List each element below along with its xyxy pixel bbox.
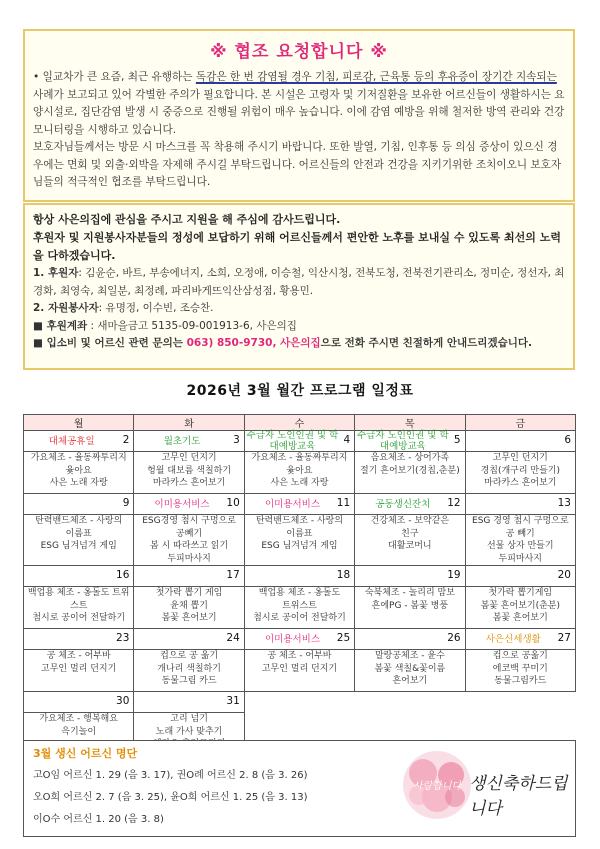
activity-line: 백업용 체조 - 옹돌도 <box>258 588 341 598</box>
day-cell <box>134 494 244 515</box>
activity-line: 고무인 던지기 <box>492 453 548 463</box>
activity-cell <box>465 452 575 494</box>
day-number: 3 <box>233 434 240 446</box>
activity-line: 헝월 대보름 색칠하기 <box>147 465 232 476</box>
day-cell-inner <box>355 566 464 586</box>
thanks-box <box>23 203 575 370</box>
day-number-row <box>24 566 576 587</box>
day-cell <box>355 431 465 452</box>
activity-cell <box>24 515 134 566</box>
activity-line: 선물 상자 만들기 <box>486 541 554 551</box>
day-number-row <box>24 692 576 713</box>
activity-cell <box>244 587 354 629</box>
day-cell-inner <box>245 431 354 451</box>
day-event-label <box>466 494 561 514</box>
day-cell-inner <box>24 566 133 586</box>
day-cell <box>244 431 354 452</box>
day-event-label: 사은신세생활 <box>485 633 541 645</box>
activity-cell <box>244 515 354 566</box>
day-number: 23 <box>116 632 130 644</box>
day-cell-inner <box>245 494 354 514</box>
day-cell <box>244 566 354 587</box>
activity-line: 봄꽃 색칠&꽃이름 <box>374 663 446 674</box>
program-title: 2026년 3월 월간 프로그램 일정표 <box>186 383 414 399</box>
activity-line: 첫가락 뽑기 게임 <box>155 588 223 598</box>
activity-line: 친구 <box>401 528 419 539</box>
birthday-box <box>23 740 576 837</box>
activity-line: 봄꽃 흔어보기 <box>161 613 217 623</box>
day-number: 17 <box>226 569 240 581</box>
day-number: 5 <box>453 434 461 446</box>
activity-line: 윷아요 <box>65 465 92 476</box>
day-cell-inner <box>355 431 464 451</box>
empty-cell <box>355 692 465 713</box>
day-cell-inner <box>134 692 243 712</box>
activity-row <box>24 587 576 629</box>
weekday-header: 월 <box>24 415 134 431</box>
activity-line: 건강체조 - 보약같은 <box>370 516 450 526</box>
day-number-row <box>24 629 576 650</box>
day-event-label: 이미용서비스 <box>154 498 210 510</box>
activity-line: 동물그림카드 <box>494 676 547 686</box>
day-event-label <box>134 629 229 649</box>
activity-line: 개나리 색칠하기 <box>157 663 221 674</box>
activity-line: 공 체조 - 어부바 <box>267 651 332 661</box>
activity-line: 흔어보기 <box>392 676 428 686</box>
day-event-label <box>355 629 450 649</box>
activity-line: 흔에PG - 봄꽃 병풍 <box>371 600 449 611</box>
day-event-label: 공동생신잔치 <box>375 498 431 510</box>
day-number: 2 <box>122 434 130 446</box>
day-number: 10 <box>226 497 240 509</box>
activity-line: ESG경영 첨시 구멍으로 <box>142 516 236 526</box>
day-number: 27 <box>557 632 571 644</box>
day-cell <box>134 692 244 713</box>
day-cell <box>355 494 465 515</box>
donor-label: 1. 후원자 <box>33 267 79 279</box>
account-label: ■ 후원계좌 <box>33 319 88 332</box>
day-cell-inner <box>355 629 464 649</box>
day-cell-inner <box>466 566 575 586</box>
day-event-label <box>24 692 119 712</box>
activity-line: 가요체조 - 행복해요 <box>39 714 118 724</box>
empty-cell <box>465 692 575 713</box>
activity-line: 고리 넘기 <box>170 714 208 724</box>
activity-line: 고무인 던지기 <box>161 453 217 463</box>
activity-line: 절기 흔어보기(경칩,춘분) <box>360 465 460 476</box>
day-event-label <box>245 566 340 586</box>
day-cell-inner <box>466 431 575 451</box>
inquiry-post: 으로 전화 주시면 친절하게 안내드리겠습니다. <box>320 337 532 349</box>
day-event-label <box>466 431 561 451</box>
activity-line: 음요체조 - 상어가족 <box>370 453 450 463</box>
day-event-label <box>134 692 229 712</box>
day-event-label: 수급자 노인인권 및 학대예방교육 <box>357 430 449 452</box>
activity-cell <box>355 452 465 494</box>
weekday-header: 화 <box>134 415 244 431</box>
inquiry-phone: 063) 850-9730, 사은의집 <box>186 337 321 349</box>
activity-line: 고무인 멀리 던지기 <box>261 663 338 674</box>
inquiry-line <box>33 335 565 353</box>
day-event-label <box>24 629 119 649</box>
activity-cell <box>134 587 244 629</box>
day-cell <box>355 566 465 587</box>
flower-stamp-image <box>399 747 475 823</box>
activity-line: 윤채 뽑기 <box>170 600 208 611</box>
day-cell-inner <box>24 494 133 514</box>
weekday-header-row <box>24 415 576 431</box>
weekday-header: 목 <box>355 415 465 431</box>
activity-line: 첨시로 공이어 전달하기 <box>32 613 126 623</box>
day-number: 18 <box>336 569 351 581</box>
day-event-label <box>24 494 119 514</box>
notice-p2: 보호자님들께서는 방문 시 마스크를 꼭 착용해 주시기 바랍니다. 또한 발열, 기침, 인후통 등 의심 증상이 있으신 경우에는 면회 및 외출·외박을 자제해 주시길 부탁드립니다. 어르신들의 안전과 건강을 지키기위한 조치이오니 보호자님들의 적극적인 협조를 부탁드립니다. <box>33 141 562 188</box>
volunteer-label: 2. 자원봉사자 <box>33 302 99 314</box>
day-cell <box>465 566 575 587</box>
empty-cell <box>244 692 354 713</box>
day-number: 11 <box>336 497 351 509</box>
day-cell <box>465 494 575 515</box>
thanks-line-1: 항상 사은의집에 관심을 주시고 지원을 해 주심에 감사드립니다. <box>33 213 341 226</box>
day-number: 6 <box>564 434 571 446</box>
activity-line: 공 빼기 <box>505 528 535 539</box>
account-line <box>33 318 565 336</box>
activity-row <box>24 515 576 566</box>
day-cell <box>24 431 134 452</box>
activity-line: 봄꽃 흔어보기 <box>492 613 548 623</box>
donor-names: : 김윤순, 바트, 부송에너지, 소희, 오정애, 이승철, 익산시청, 전북도청, 전북전기관리소, 정미순, 정선자, 최경화, 최영숙, 최일분, 최정례, 파리바게뜨익산삼성점, 황용민. <box>33 267 565 297</box>
activity-cell <box>355 515 465 566</box>
day-cell <box>244 494 354 515</box>
day-number: 19 <box>447 569 461 581</box>
notice-p1-post: 사례가 보고되고 있어 각별한 주의가 필요합니다. 본 시설은 고령자 및 기저질환을 보유한 어르신들이 생활하시는 요양시설로, 집단감염 발생 시 중증으로 진행될 위험이 매우 높습니다. 이에 감염 예방을 위해 철저한 방역 관리와 건강 모니터링을 시행하고 있습니다. <box>33 88 565 136</box>
activity-line: 가요체조 - 율동짜투리지 <box>251 453 348 463</box>
activity-cell <box>134 452 244 494</box>
notice-p1-underlined: 독감은 한 번 감염될 경우 기침, 피로감, 근육통 등의 후유증이 장기간 지속되는 <box>195 71 557 83</box>
notice-box <box>23 29 575 202</box>
day-cell-inner <box>24 692 133 712</box>
activity-cell <box>134 650 244 692</box>
activity-line: ESG 경영 첨시 구멍으로 <box>472 516 569 526</box>
day-number: 12 <box>447 497 461 509</box>
activity-line: 사은 노래 자랑 <box>49 478 108 488</box>
activity-cell <box>24 587 134 629</box>
activity-line: 봄꽃 흔어보기(춘분) <box>480 600 560 611</box>
calendar-body <box>24 431 576 755</box>
day-event-label <box>355 566 450 586</box>
day-cell <box>244 629 354 650</box>
activity-line: 첫가락 뽑기게임 <box>488 588 553 598</box>
inquiry-pre: ■ 입소비 및 어르신 관련 문의는 <box>33 337 187 349</box>
activity-cell <box>355 650 465 692</box>
volunteer-list <box>33 300 565 318</box>
activity-cell <box>355 587 465 629</box>
day-number-row <box>24 431 576 452</box>
day-number: 30 <box>116 695 130 707</box>
birthday-line: 이O수 어르신 1. 20 (음 3. 8) <box>33 814 164 825</box>
activity-line: 말랑공체조 - 윤수 <box>374 651 445 661</box>
day-cell-inner <box>134 566 243 586</box>
activity-line: 마라카스 흔어보기 <box>484 478 557 488</box>
day-cell <box>24 566 134 587</box>
activity-line: 탄력밴드체조 - 사랑의 <box>255 516 344 526</box>
activity-line: 경칩(개구리 만들기) <box>480 465 560 476</box>
activity-line: 가요체조 - 율동짜투리지 <box>30 453 127 463</box>
day-cell <box>465 629 575 650</box>
day-cell <box>24 494 134 515</box>
day-number: 26 <box>447 632 461 644</box>
volunteer-names: : 유명정, 이수빈, 조승찬. <box>98 302 214 314</box>
day-cell-inner <box>245 629 354 649</box>
day-event-label: 이미용서비스 <box>264 633 320 645</box>
activity-line: 두피마사지 <box>167 553 211 564</box>
day-number: 25 <box>336 632 351 644</box>
activity-line: 공빼기 <box>176 528 203 539</box>
weekday-header: 금 <box>465 415 575 431</box>
day-cell-inner <box>355 494 464 514</box>
activity-row <box>24 452 576 494</box>
activity-cell <box>244 452 354 494</box>
activity-line: 마라카스 흔어보기 <box>152 478 226 488</box>
donor-list <box>33 265 565 300</box>
day-number: 16 <box>116 569 130 581</box>
activity-line: 에코백 꾸미기 <box>492 663 548 674</box>
activity-cell <box>24 452 134 494</box>
day-event-label: 대체공휴일 <box>48 435 95 447</box>
day-cell-inner <box>466 494 575 514</box>
activity-line: 봄 시 따라쓰고 읽기 <box>150 541 229 551</box>
day-event-label <box>24 566 119 586</box>
activity-line: 컵으로 공 옮기 <box>160 651 219 661</box>
activity-line: 동물그림 카드 <box>161 676 217 686</box>
account-value: : 새마을금고 5135-09-001913-6, 사은의집 <box>87 319 297 332</box>
day-cell <box>134 566 244 587</box>
day-number: 4 <box>343 434 351 446</box>
activity-line: 백업용 체조 - 옹돌도 트위스트 <box>27 588 130 611</box>
activity-line: 첨시로 공이어 전달하기 <box>253 613 346 623</box>
day-cell <box>134 431 244 452</box>
thanks-line-2: 후원자 및 지원봉사자분들의 정성에 보답하기 위해 어르신들께서 편안한 노후를 보내실 수 있도록 최선의 노력을 다하겠습니다. <box>33 231 561 262</box>
activity-line: 노래 가사 맞추기 <box>155 726 223 737</box>
day-event-label: 월초기도 <box>163 435 201 447</box>
day-number: 13 <box>557 497 571 509</box>
day-cell <box>24 629 134 650</box>
birthday-line: 오O희 어르신 2. 7 (음 3. 25), 윤O희 어르신 1. 25 (음 3. 13) <box>33 792 308 803</box>
activity-cell <box>244 650 354 692</box>
birthday-line: 고O임 어르신 1. 29 (음 3. 17), 권O례 어르신 2. 8 (음 3. 26) <box>33 770 308 781</box>
activity-line: 사은 노래 자랑 <box>270 478 329 488</box>
activity-row <box>24 650 576 692</box>
activity-line: 윽기놀이 <box>61 726 97 737</box>
day-cell-inner <box>24 629 133 649</box>
day-cell-inner <box>134 431 243 451</box>
day-cell-inner <box>466 629 575 649</box>
notice-title: ※ 협조 요청합니다 ※ <box>210 42 388 62</box>
activity-line: 이름표 <box>65 528 92 539</box>
weekday-header: 수 <box>244 415 354 431</box>
day-number-row <box>24 494 576 515</box>
day-cell-inner <box>134 494 243 514</box>
day-event-label: 수급자 노인인권 및 학대예방교육 <box>246 430 339 452</box>
activity-cell <box>465 587 575 629</box>
activity-line: 두피마사지 <box>498 553 543 564</box>
day-cell <box>24 692 134 713</box>
day-cell-inner <box>245 566 354 586</box>
activity-line: 윷아요 <box>286 465 313 476</box>
activity-cell <box>134 515 244 566</box>
stamp-text: 사랑합니다 <box>412 781 462 792</box>
birthday-heading: 3월 생신 어르신 명단 <box>33 747 138 760</box>
day-cell <box>355 629 465 650</box>
activity-line: 공 체조 - 어부바 <box>46 651 111 661</box>
day-number: 9 <box>122 497 130 509</box>
activity-line: 고무인 멀리 던지기 <box>41 663 117 674</box>
day-cell <box>465 431 575 452</box>
activity-line: ESG 님겨넘겨 게임 <box>40 541 117 551</box>
day-number: 24 <box>226 632 240 644</box>
activity-cell <box>465 650 575 692</box>
day-cell-inner <box>134 629 243 649</box>
notice-body <box>33 69 565 192</box>
activity-line: 탄력밴드체조 - 사랑의 <box>35 516 123 526</box>
birthday-signature: 생신축하드립니다 <box>469 774 568 819</box>
day-event-label <box>466 566 561 586</box>
activity-line: ESG 님겨넘겨 게임 <box>261 541 338 551</box>
activity-line: 대활코머니 <box>388 541 432 551</box>
day-cell-inner <box>24 431 133 451</box>
program-calendar <box>23 414 576 755</box>
activity-line: 트위스트 <box>282 600 317 611</box>
day-number: 31 <box>226 695 240 707</box>
day-event-label: 이미용서비스 <box>264 498 320 510</box>
notice-p1-pre: • 일교차가 큰 요즘, 최근 유행하는 <box>33 71 196 83</box>
activity-line: 컵으로 공옮기 <box>492 651 548 661</box>
day-number: 20 <box>557 569 571 581</box>
day-event-label <box>134 566 229 586</box>
day-cell <box>134 629 244 650</box>
activity-cell <box>24 650 134 692</box>
activity-cell <box>465 515 575 566</box>
activity-line: 숙북체조 - 놀리리 맘보 <box>364 588 455 598</box>
activity-line: 이름표 <box>286 528 313 539</box>
